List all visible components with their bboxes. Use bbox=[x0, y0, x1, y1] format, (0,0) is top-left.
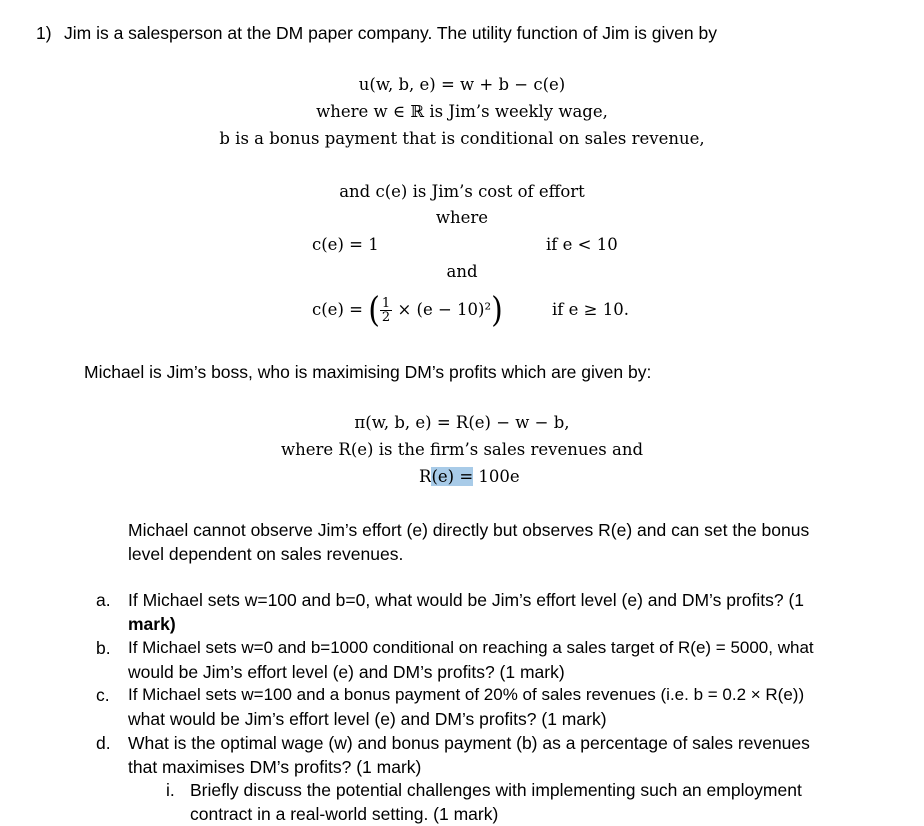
part-b-line-1: If Michael sets w=0 and b=1000 conditional on reaching a sales target of R(e) = 5000, what bbox=[128, 638, 814, 657]
half-fraction bbox=[380, 297, 392, 324]
and-word: and bbox=[446, 262, 478, 281]
part-d-label: d. bbox=[96, 733, 111, 753]
question-number: 1) bbox=[36, 23, 52, 43]
cost-case2-condition: if e ≥ 10. bbox=[552, 300, 629, 319]
wage-definition: where w ∈ ℝ is Jim’s weekly wage, bbox=[316, 102, 608, 121]
fraction-denominator: 2 bbox=[381, 310, 391, 325]
part-c-line-2: what would be Jim’s effort level (e) and DM’s profits? (1 mark) bbox=[128, 709, 607, 729]
revenue-equation bbox=[419, 465, 520, 489]
revenue-value: 100e bbox=[473, 467, 520, 486]
right-paren: ) bbox=[491, 289, 503, 331]
part-b-label: b. bbox=[96, 638, 111, 658]
part-b-line-2: would be Jim’s effort level (e) and DM’s profits? (1 mark) bbox=[128, 662, 565, 682]
profit-intro: Michael is Jim’s boss, who is maximising DM’s profits which are given by: bbox=[84, 362, 652, 382]
cost-case1-condition: if e < 10 bbox=[546, 235, 618, 254]
observe-line-2: level dependent on sales revenues. bbox=[128, 544, 404, 564]
fraction-numerator: 1 bbox=[381, 296, 391, 311]
part-a-label: a. bbox=[96, 590, 111, 610]
highlighted-text: (e) = bbox=[431, 467, 474, 486]
cost-case2-equation bbox=[312, 289, 503, 331]
part-i-label: i. bbox=[166, 780, 175, 800]
part-a-line-2: mark) bbox=[128, 614, 176, 634]
question-intro: Jim is a salesperson at the DM paper company. The utility function of Jim is given by bbox=[64, 23, 717, 43]
part-c-label: c. bbox=[96, 685, 110, 705]
part-i-line-1: Briefly discuss the potential challenges with implementing such an employment bbox=[190, 780, 802, 800]
bonus-definition: b is a bonus payment that is conditional on sales revenue, bbox=[219, 129, 705, 148]
part-i-line-2: contract in a real-world setting. (1 mark) bbox=[190, 804, 499, 824]
cost-case2-lhs: c(e) = bbox=[312, 300, 363, 319]
profit-equation: π(w, b, e) = R(e) − w − b, bbox=[354, 413, 570, 432]
part-a-line-1: If Michael sets w=100 and b=0, what would be Jim’s effort level (e) and DM’s profits? (1 bbox=[128, 590, 805, 610]
revenue-r: R bbox=[419, 467, 432, 486]
cost-case2-rest: × (e − 10)² bbox=[397, 300, 492, 319]
part-d-line-2: that maximises DM’s profits? (1 mark) bbox=[128, 757, 422, 777]
where-word: where bbox=[435, 208, 489, 227]
cost-case1-equation: c(e) = 1 bbox=[312, 235, 379, 254]
part-c-line-1: If Michael sets w=100 and a bonus payment of 20% of sales revenues (i.e. b = 0.2 × R(e)) bbox=[128, 685, 805, 704]
observe-line-1: Michael cannot observe Jim’s effort (e) directly but observes R(e) and can set the bonus bbox=[128, 520, 810, 540]
utility-equation: u(w, b, e) = w + b − c(e) bbox=[358, 75, 566, 94]
part-d-line-1: What is the optimal wage (w) and bonus payment (b) as a percentage of sales revenues bbox=[128, 733, 810, 753]
cost-intro: and c(e) is Jim’s cost of effort bbox=[339, 182, 585, 201]
left-paren: ( bbox=[368, 289, 380, 331]
revenue-definition: where R(e) is the firm’s sales revenues and bbox=[280, 440, 644, 459]
